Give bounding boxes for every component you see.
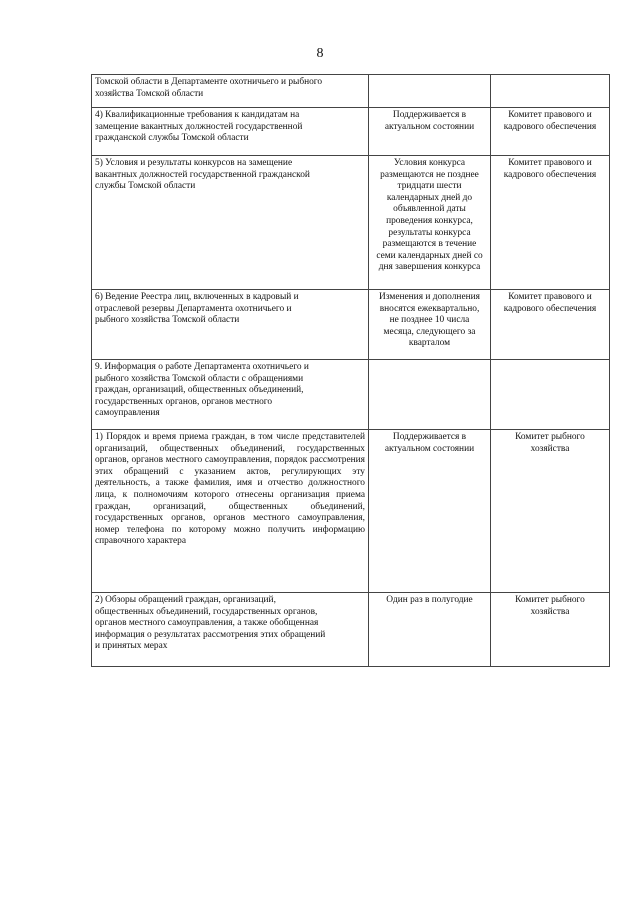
- table-row: [92, 360, 610, 430]
- table-row: [92, 156, 610, 290]
- page-number: 8: [316, 46, 324, 61]
- item-cell: 4) Квалификационные требования к кандидатам на замещение вакантных должностей государственной гражданской службы Томской области: [92, 108, 369, 156]
- frequency-cell: [369, 75, 491, 108]
- responsible-cell: [491, 75, 610, 108]
- responsible-cell: Комитет рыбного хозяйства: [491, 430, 610, 593]
- item-cell: Томской области в Департаменте охотничьего и рыбного хозяйства Томской области: [92, 75, 369, 108]
- responsible-cell: Комитет правового и кадрового обеспечения: [491, 108, 610, 156]
- responsible-cell: Комитет правового и кадрового обеспечения: [491, 156, 610, 290]
- table-row: [92, 75, 610, 108]
- frequency-cell: Один раз в полугодие: [369, 593, 491, 667]
- frequency-cell: [369, 360, 491, 430]
- table-row: [92, 593, 610, 667]
- table-row: [92, 108, 610, 156]
- responsible-cell: [491, 360, 610, 430]
- frequency-cell: Поддерживается в актуальном состоянии: [369, 108, 491, 156]
- information-table: [91, 74, 610, 667]
- frequency-cell: Условия конкурса размещаются не позднее тридцати шести календарных дней до объявленной даты проведения конкурса, результаты конкурса размещаются в течение семи календарных дней со дня завершения конкурса: [369, 156, 491, 290]
- item-cell: 5) Условия и результаты конкурсов на замещение вакантных должностей государственной гражданской службы Томской области: [92, 156, 369, 290]
- item-cell: 6) Ведение Реестра лиц, включенных в кадровый и отраслевой резервы Департамента охотничьего и рыбного хозяйства Томской области: [92, 290, 369, 360]
- item-cell: 1) Порядок и время приема граждан, в том числе представителей организаций, общественных объединений, государственных органов, органов местного самоуправления, порядок рассмотрения этих обращений с указанием актов, регулирующих эту деятельность, а также фамилия, имя и отчество должностного лица, к полномочиям которого отнесены организация приема граждан, организаций, общественных объединений, государственных органов, органов местного самоуправления, номер телефона по которому можно получить информацию справочного характера: [92, 430, 369, 593]
- responsible-cell: Комитет правового и кадрового обеспечения: [491, 290, 610, 360]
- table-row: [92, 290, 610, 360]
- section-heading-cell: 9. Информация о работе Департамента охотничьего и рыбного хозяйства Томской области с обращениями граждан, организаций, общественных объединений, государственных органов, органов местного самоуправления: [92, 360, 369, 430]
- table-row: [92, 430, 610, 593]
- item-cell: 2) Обзоры обращений граждан, организаций, общественных объединений, государственных органов, органов местного самоуправления, а также обобщенная информация о результатах рассмотрения этих обращений и принятых мерах: [92, 593, 369, 667]
- responsible-cell: Комитет рыбного хозяйства: [491, 593, 610, 667]
- frequency-cell: Изменения и дополнения вносятся ежеквартально, не позднее 10 числа месяца, следующего за кварталом: [369, 290, 491, 360]
- frequency-cell: Поддерживается в актуальном состоянии: [369, 430, 491, 593]
